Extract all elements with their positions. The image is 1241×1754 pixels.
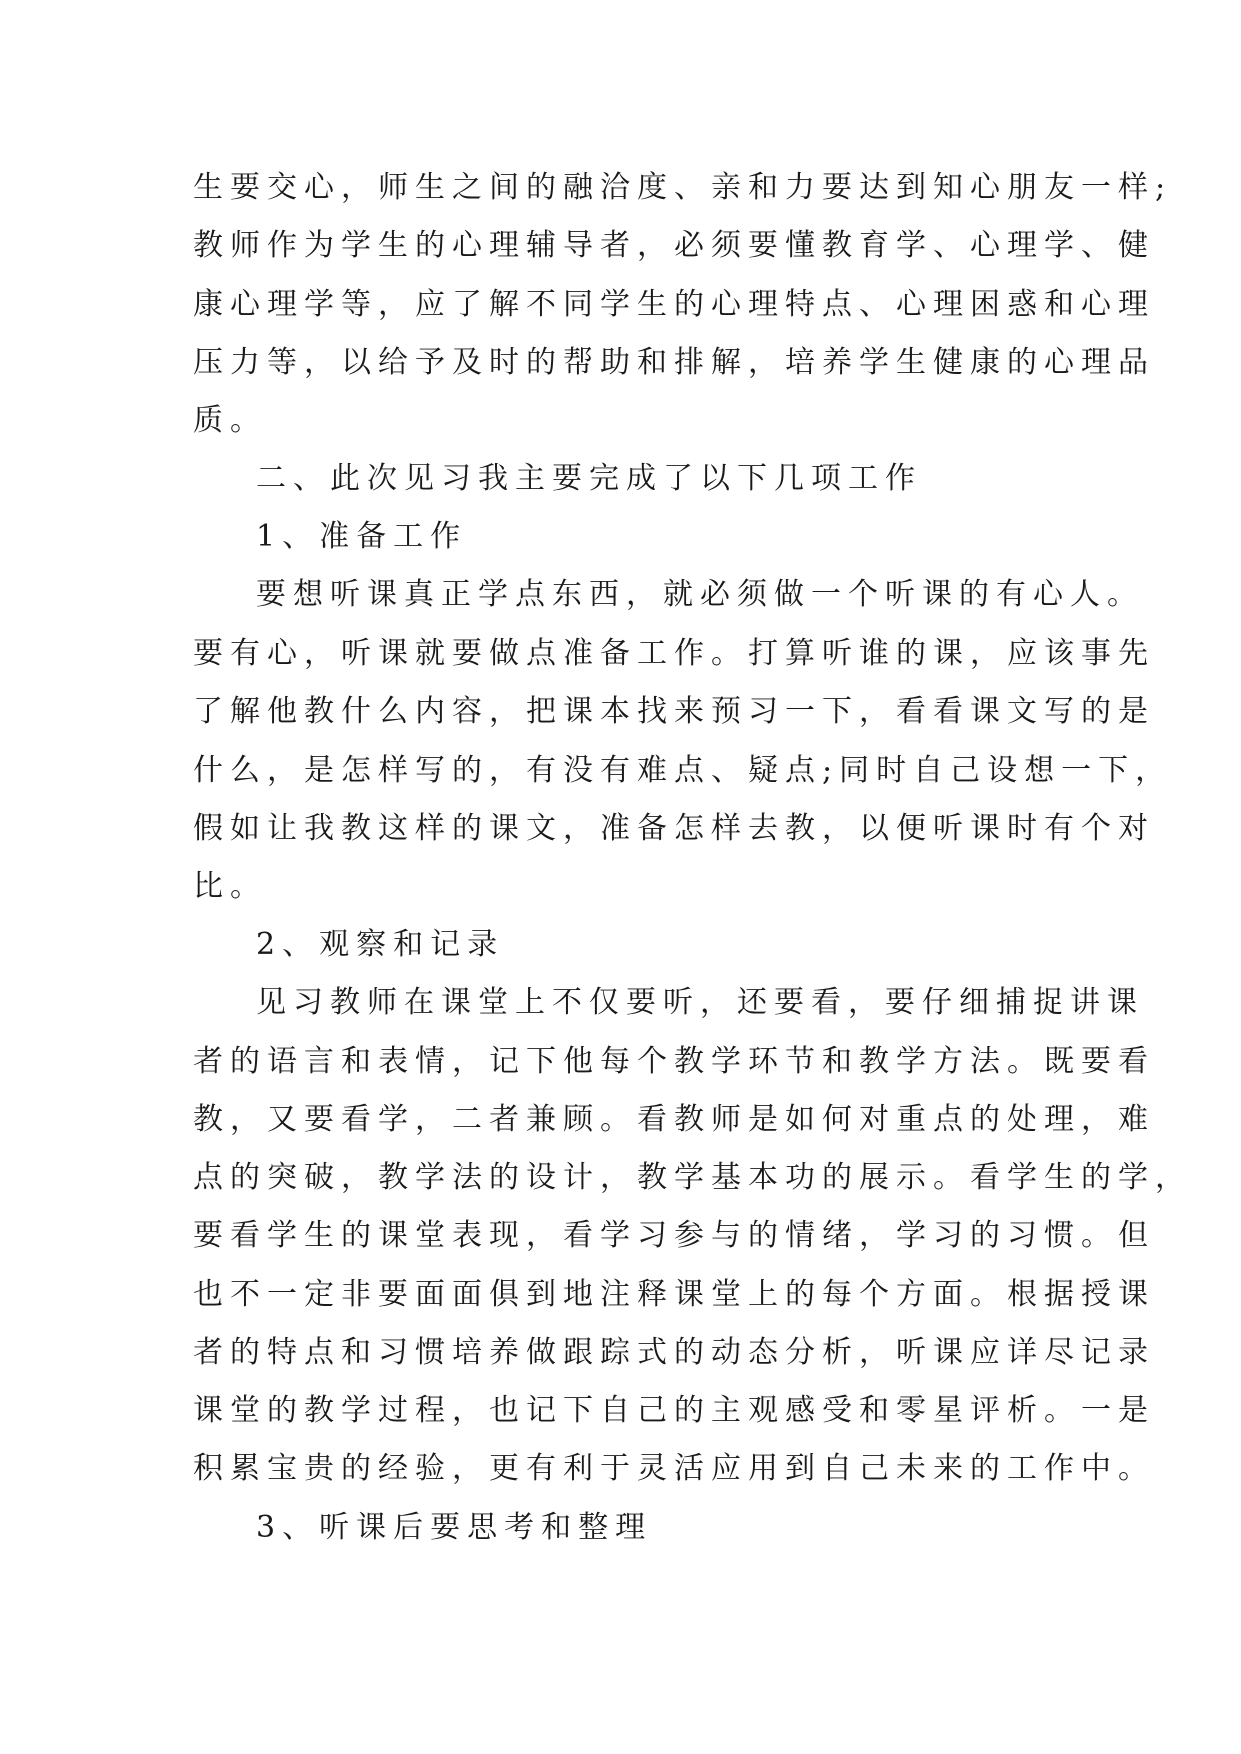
- text-line: 了解他教什么内容，把课本找来预习一下，看看课文写的是: [193, 694, 1155, 729]
- text-line: 课堂的教学过程，也记下自己的主观感受和零星评析。一是: [193, 1393, 1155, 1428]
- text-line: 者的语言和表情，记下他每个教学环节和教学方法。既要看: [193, 1044, 1155, 1079]
- text-line: 教，又要看学，二者兼顾。看教师是如何对重点的处理，难: [193, 1102, 1155, 1137]
- text-line: 也不一定非要面面俱到地注释课堂上的每个方面。根据授课: [193, 1277, 1155, 1312]
- text-line: 要看学生的课堂表现，看学习参与的情绪，学习的习惯。但: [193, 1218, 1155, 1253]
- text-line: 者的特点和习惯培养做跟踪式的动态分析，听课应详尽记录: [193, 1335, 1155, 1370]
- text-line: 压力等，以给予及时的帮助和排解，培养学生健康的心理品: [193, 345, 1155, 380]
- text-line: 积累宝贵的经验，更有利于灵活应用到自己未来的工作中。: [193, 1451, 1155, 1486]
- text-line: 康心理学等，应了解不同学生的心理特点、心理困惑和心理: [193, 287, 1155, 322]
- text-line: 比。: [193, 869, 267, 904]
- text-line: 点的突破，教学法的设计，教学基本功的展示。看学生的学，: [193, 1160, 1192, 1195]
- paragraph-first-line: 见习教师在课堂上不仅要听，还要看，要仔细捕捉讲课: [256, 985, 1144, 1020]
- text-line: 假如让我教这样的课文，准备怎样去教，以便听课时有个对: [193, 811, 1155, 846]
- text-line: 质。: [193, 403, 267, 438]
- paragraph-first-line: 要想听课真正学点东西，就必须做一个听课的有心人。: [256, 577, 1144, 612]
- subsection-heading: 2、观察和记录: [256, 927, 505, 962]
- text-line: 要有心，听课就要做点准备工作。打算听谁的课，应该事先: [193, 636, 1155, 671]
- text-line: 什么，是怎样写的，有没有难点、疑点;同时自己设想一下，: [193, 753, 1173, 788]
- subsection-heading: 1、准备工作: [256, 519, 468, 554]
- section-heading: 二、此次见习我主要完成了以下几项工作: [256, 461, 922, 496]
- subsection-heading: 3、听课后要思考和整理: [256, 1510, 653, 1545]
- text-line: 生要交心，师生之间的融洽度、亲和力要达到知心朋友一样;: [193, 170, 1173, 205]
- text-line: 教师作为学生的心理辅导者，必须要懂教育学、心理学、健: [193, 228, 1155, 263]
